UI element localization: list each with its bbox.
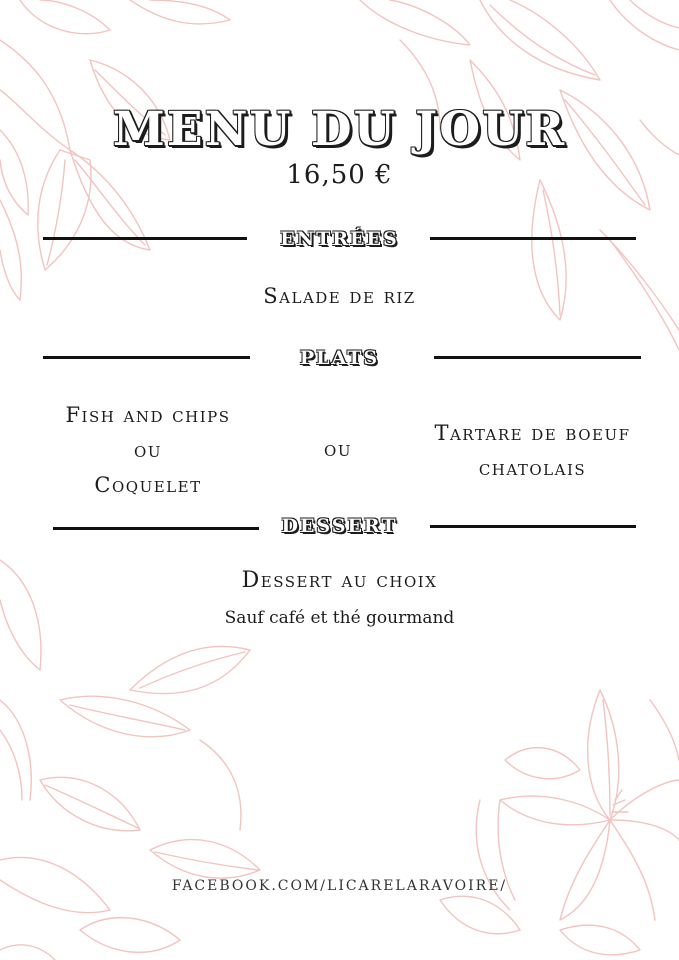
divider-line	[430, 525, 636, 528]
entrees-item: Salade de riz	[263, 284, 416, 308]
dessert-note: Sauf café et thé gourmand	[224, 608, 455, 628]
dessert-section-header	[0, 515, 679, 545]
plats-left-options	[28, 398, 268, 503]
plats-option-tartare-line2: chatolais	[478, 456, 587, 480]
plats-option-coquelet: Coquelet	[94, 473, 202, 497]
dessert-item: Dessert au choix	[241, 568, 438, 593]
plats-right-options	[395, 416, 670, 486]
plats-heading: PLATS	[299, 347, 380, 369]
dessert-heading: DESSERT	[281, 515, 398, 537]
menu-price: 16,50 €	[286, 160, 393, 190]
facebook-link[interactable]: FACEBOOK.COM/LICARELARAVOIRE/	[171, 878, 508, 894]
plats-option-tartare-line1: Tartare de boeuf	[434, 421, 631, 445]
plats-or-label: ou	[134, 438, 162, 462]
entrees-section-header	[0, 228, 679, 258]
divider-line	[430, 237, 636, 240]
plats-separator: ou	[324, 437, 352, 461]
menu-title: MENU DU JOUR	[112, 102, 567, 157]
plats-section-header	[0, 347, 679, 377]
plats-option-fish-and-chips: Fish and chips	[65, 403, 231, 427]
divider-line	[434, 356, 641, 359]
entrees-heading: ENTRÉES	[280, 228, 399, 250]
